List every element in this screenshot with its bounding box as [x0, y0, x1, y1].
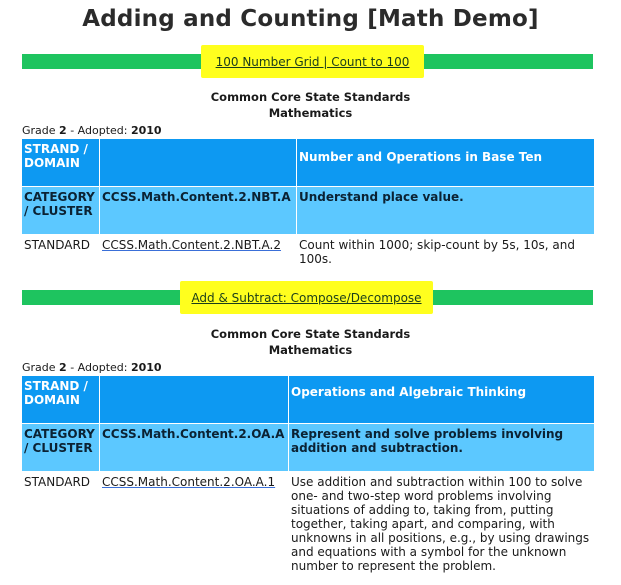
strand-code-cell	[100, 376, 288, 423]
standard-code-link[interactable]: CCSS.Math.Content.2.NBT.A.2	[102, 238, 282, 252]
standards-heading-2: Common Core State Standards	[210, 327, 411, 341]
subject-heading-2: Mathematics	[268, 343, 353, 357]
standard-desc-cell: Use addition and subtraction within 100 to solve one- and two-step word problems involving situations of adding to, taking from, putting together, taking apart, and comparing, with unknowns in all positions, e.g., by using drawings and equations with a symbol for the unknown number to represent the problem.	[289, 472, 594, 585]
strand-label-cell: STRAND / DOMAIN	[22, 376, 99, 423]
category-label-cell: CATEGORY / CLUSTER	[22, 187, 99, 234]
grade-label: Grade	[22, 124, 56, 137]
subject-heading-1: Mathematics	[268, 106, 353, 120]
standard-label-cell: STANDARD	[22, 472, 99, 585]
grade-line-1	[22, 124, 162, 137]
standard-code-cell	[100, 235, 296, 271]
adopted-label: - Adopted:	[66, 361, 131, 374]
category-desc-cell: Understand place value.	[297, 187, 594, 234]
grade-value: 2	[59, 361, 67, 374]
strand-desc-cell: Operations and Algebraic Thinking	[289, 376, 594, 423]
strand-code-cell	[100, 139, 296, 186]
category-label-cell: CATEGORY / CLUSTER	[22, 424, 99, 471]
grade-label: Grade	[22, 361, 56, 374]
grade-line-2	[22, 361, 162, 374]
grade-value: 2	[59, 124, 67, 137]
strand-label-cell: STRAND / DOMAIN	[22, 139, 99, 186]
adopted-year: 2010	[130, 124, 162, 137]
standard-code-cell	[100, 472, 288, 585]
adopted-year: 2010	[130, 361, 162, 374]
standards-heading-1: Common Core State Standards	[210, 90, 411, 104]
category-code-cell: CCSS.Math.Content.2.NBT.A	[100, 187, 296, 234]
category-code-cell: CCSS.Math.Content.2.OA.A	[100, 424, 288, 471]
page-title: Adding and Counting [Math Demo]	[82, 6, 539, 32]
strand-desc-cell: Number and Operations in Base Ten	[297, 139, 594, 186]
standard-label-cell: STANDARD	[22, 235, 99, 271]
category-desc-cell: Represent and solve problems involving addition and subtraction.	[289, 424, 594, 471]
standard-code-link[interactable]: CCSS.Math.Content.2.OA.A.1	[102, 475, 276, 489]
add-subtract-link[interactable]: Add & Subtract: Compose/Decompose	[191, 291, 422, 305]
number-grid-link[interactable]: 100 Number Grid | Count to 100	[215, 55, 410, 69]
adopted-label: - Adopted:	[66, 124, 131, 137]
standard-desc-cell: Count within 1000; skip-count by 5s, 10s, and 100s.	[297, 235, 594, 271]
